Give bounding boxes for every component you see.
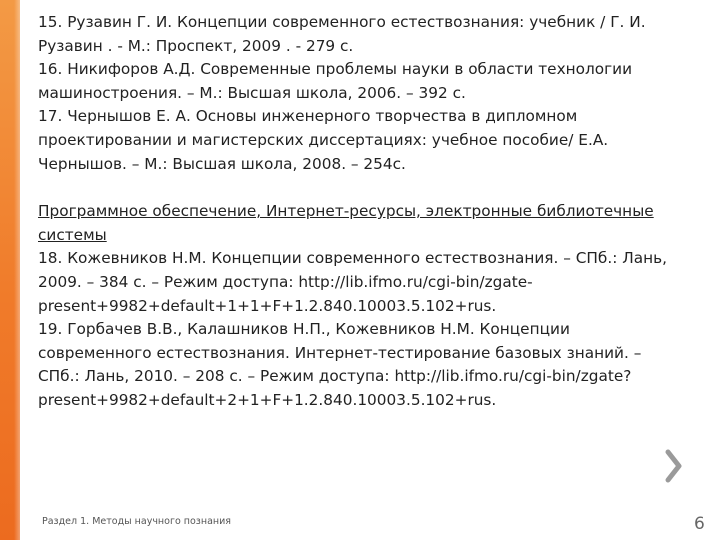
- reference-16: 16. Никифоров А.Д. Современные проблемы науки в области технологии машиностроения. – М.: Высшая школа, 2006. – 392 с.: [38, 60, 633, 102]
- reference-15: 15. Рузавин Г. И. Концепции современного естествознания: учебник / Г. И. Рузавин . - М.: Проспект, 2009 . - 279 с.: [38, 13, 646, 55]
- reference-18: 18. Кожевников Н.М. Концепции современного естествознания. – СПб.: Лань, 2009. – 384 с. – Режим доступа: http://lib.ifmo.ru/cgi-bin/zgate-present+9982+default+1+1+F+1.2.840.10003.5.102+rus.: [38, 249, 667, 315]
- reference-19: 19. Горбачев В.В., Калашников Н.П., Кожевников Н.М. Концепции современного естествознания. Интернет-тестирование базовых знаний. – СПб.: Лань, 2010. – 208 с. – Режим доступа: http://lib.ifmo.ru/cgi-bin/zgate?present+9982+default+2+1+F+1.2.840.10003.5.102+rus.: [38, 320, 642, 409]
- section-heading: Программное обеспечение, Интернет-ресурсы, электронные библиотечные системы: [38, 202, 654, 244]
- footer-section-label: Раздел 1. Методы научного познания: [42, 516, 231, 527]
- chevron-right-icon[interactable]: [663, 448, 685, 484]
- slide-content: [38, 11, 684, 413]
- reference-17: 17. Чернышов Е. А. Основы инженерного творчества в дипломном проектировании и магистерских диссертациях: учебное пособие/ Е.А. Чернышов. – М.: Высшая школа, 2008. – 254с.: [38, 107, 609, 173]
- section-gap: [38, 176, 684, 200]
- accent-bar: [0, 0, 20, 540]
- page-number: 6: [694, 514, 705, 534]
